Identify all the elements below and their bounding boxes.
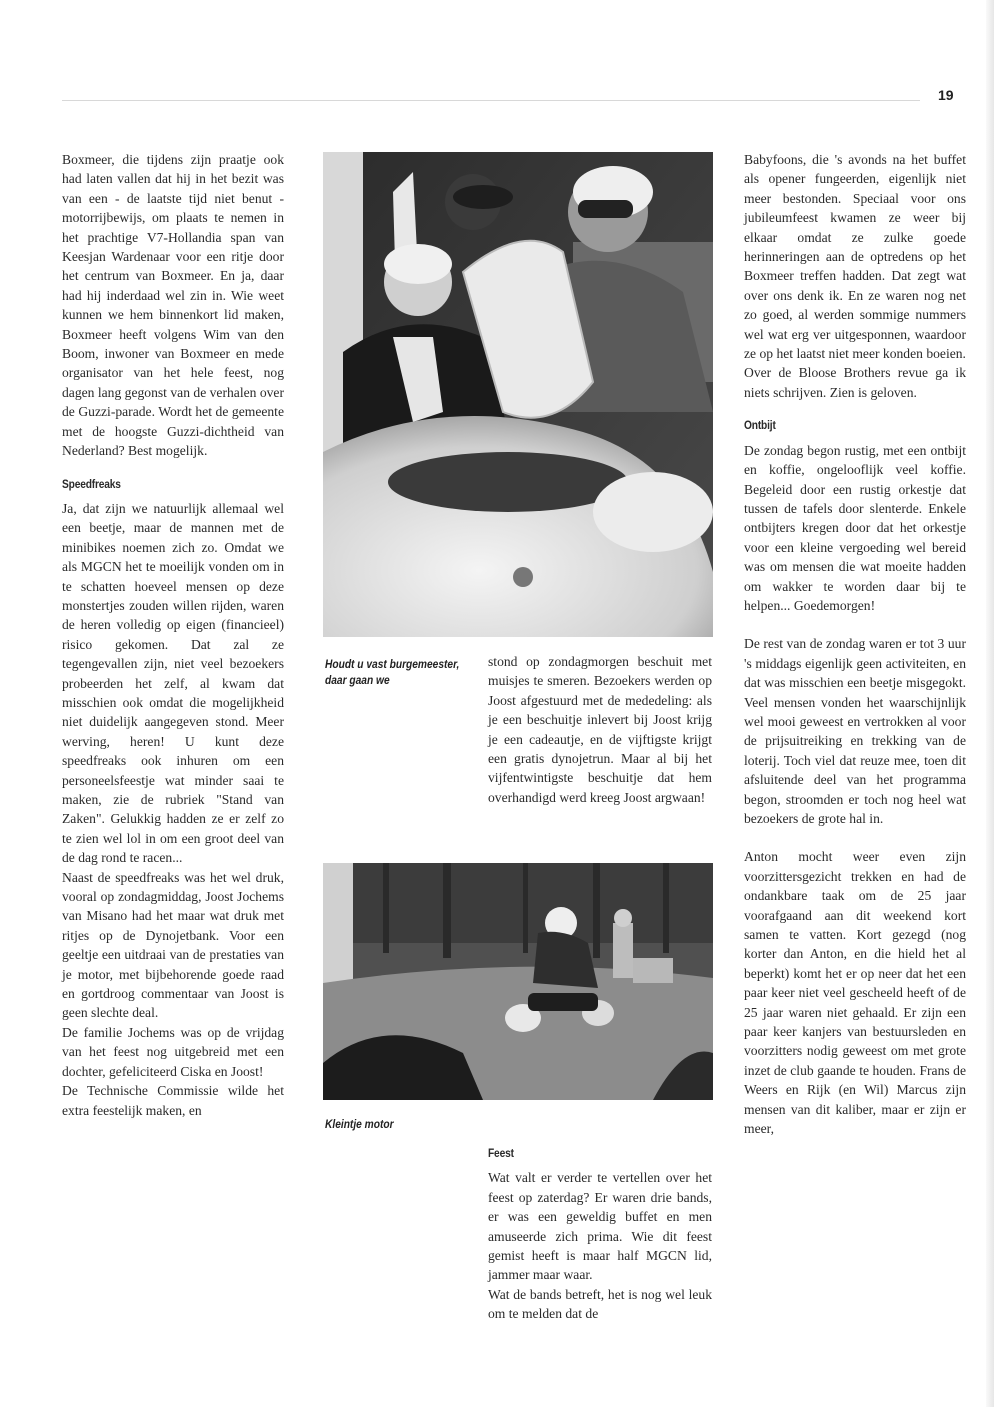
minibike-photo-illustration bbox=[323, 863, 713, 1100]
paragraph: Over de Bloose Brothers revue ga ik niets schrijven. Zien is geloven. bbox=[744, 365, 966, 400]
paragraph: Babyfoons, die 's avonds na het buffet als opener fungeerden, eigenlijk niet meer bestonden. Speciaal voor ons jubileumfeest kwamen ze weer bij elkaar omdat ze zulke goede herinneringen aan de optredens op het Boxmeer treffen hadden. Dat zegt wat over ons denk ik. En ze waren nog net zo goed, al werden sommige nummers wel wat erg ver uitgesponnen, waardoor ze op het laatst niet meer konden boeien. bbox=[744, 152, 966, 362]
sidecar-photo-illustration bbox=[323, 152, 713, 637]
paragraph: De rest van de zondag waren er tot 3 uur 's middags eigenlijk geen activiteiten, en dat was misschien een beetje misgegokt. Veel mensen vonden het waarschijnlijk wel mooi geweest en vertrokken al voor de prijsuitreiking en trekking van de loterij. Toch viel dat reuze mee, toen dit afsluitende deel van het programma begon, stroomden er toch nog heel wat bezoekers de grote hal in. bbox=[744, 636, 966, 826]
section-heading-speedfreaks: Speedfreaks bbox=[62, 476, 121, 491]
column-left bbox=[62, 150, 284, 1120]
caption-photo1: Houdt u vast burgemeester, daar gaan we bbox=[325, 657, 460, 687]
header-rule bbox=[62, 100, 920, 101]
paragraph: Wat valt er verder te vertellen over het feest op zaterdag? Er waren drie bands, er was een geweldig buffet en men amuseerde zich prima. Wie dit feest gemist heeft is maar half MGCN lid, jammer maar waar. bbox=[488, 1170, 712, 1283]
page-number: 19 bbox=[938, 87, 954, 103]
photo-sidecar-mayor bbox=[323, 152, 713, 637]
paragraph: Boxmeer, die tijdens zijn praatje ook had laten vallen dat hij in het bezit was van een - de laatste tijd niet benut - motorrijbewijs, om plaats te nemen in het prachtige V7-Hollandia span van Keesjan Wardenaar voor een ritje door het centrum van Boxmeer. En ja, daar had hij inderdaad wel zin in. Wie weet kunnen we hem binnenkort lid maken, Boxmeer heeft volgens Wim van den Boom, inwoner van Boxmeer en mede organisator van het hele feest, nog dagen lang gegonst van de verhalen over de Guzzi-parade. Wordt het de gemeente met de hoogste Guzzi-dichtheid van Nederland? Best mogelijk. bbox=[62, 152, 284, 459]
paragraph: Anton mocht weer even zijn voorzittersgezicht trekken en had de ondankbare taak om de 25 jaar voorafgaand aan dit weekend kort samen te vatten. Kort gezegd (nog korter dan Anton, en die hield het al beperkt) komt het er op neer dat het een paar keer niet veel gescheeld heeft of de 25 jaar waren niet gehaald. Er zijn een paar keer kanjers van bestuursleden en voorzitters nodig geweest om met grote inzet de club gaande te houden. Frans de Weers en Rijk (en Wil) Marcus zijn mensen van dit kaliber, maar er zijn er meer, bbox=[744, 849, 966, 1137]
page-edge-shadow bbox=[986, 0, 994, 1407]
photo-minibike bbox=[323, 863, 713, 1100]
paragraph: stond op zondagmorgen beschuit met muisjes te smeren. Bezoekers werden op Joost afgestuurd met de mededeling: als je een beschuitje inlevert bij Joost krijg je een cadeautje, en de vijftigste krijgt een gratis dynojetrun. Maar al bij het vijfentwintigste beschuitje dat hem overhandigd werd kreeg Joost argwaan! bbox=[488, 654, 712, 805]
paragraph: Wat de bands betreft, het is nog wel leuk om te melden dat de bbox=[488, 1286, 712, 1322]
column-right bbox=[744, 150, 966, 1139]
section-heading-ontbijt: Ontbijt bbox=[744, 418, 776, 433]
paragraph: Naast de speedfreaks was het wel druk, vooral op zondagmiddag, Joost Jochems van Misano had het maar wat druk met ritjes op de Dynojetbank. Voor een geeltje een uitdraai van de prestaties van je motor, met bijbehorende goede raad en gortdroog commentaar van Joost is geen slechte deal. bbox=[62, 869, 284, 1021]
paragraph: De Technische Commissie wilde het extra feestelijk maken, en bbox=[62, 1083, 284, 1118]
caption-photo2: Kleintje motor bbox=[325, 1117, 394, 1131]
paragraph: Ja, dat zijn we natuurlijk allemaal wel een beetje, maar de mannen met de minibikes noemen zich zo. Omdat we als MGCN het te moeilijk vonden om in te schatten hoeveel mensen op deze monstertjes zouden willen rijden, waren de heren volledig op eigen (financieel) risico gekomen. Dat zal ze tegengevallen zijn, niet veel bezoekers probeerden het zelf, al kwam dat misschien ook omdat die mogelijkheid niet duidelijk aangegeven stond. Meer werving, heren! U kunt deze speedfreaks ook inhuren om een personeelsfeestje wat minder saai te maken, zie de rubriek "Stand van Zaken". Gelukkig hadden ze er zelf zo te zien wel lol in om een groot deel van de dag rond te racen... bbox=[62, 500, 284, 866]
paragraph: De zondag begon rustig, met een ontbijt en koffie, ongelooflijk veel koffie. Begeleid door een rustig orkestje dat tussen de tafels door slenterde. Enkele ontbijters kregen door dat het orkestje voor een kleine vergoeding wel bereid was om mensen die wat moeite hadden om wakker te worden daar bij te helpen... Goedemorgen! bbox=[744, 442, 966, 613]
section-heading-feest: Feest bbox=[488, 1146, 514, 1160]
column-middle-top bbox=[488, 652, 712, 807]
paragraph: De familie Jochems was op de vrijdag van het feest nog uitgebreid met een dochter, gefeliciteerd Ciska en Joost! bbox=[62, 1024, 284, 1079]
column-middle-bottom bbox=[488, 1130, 712, 1324]
